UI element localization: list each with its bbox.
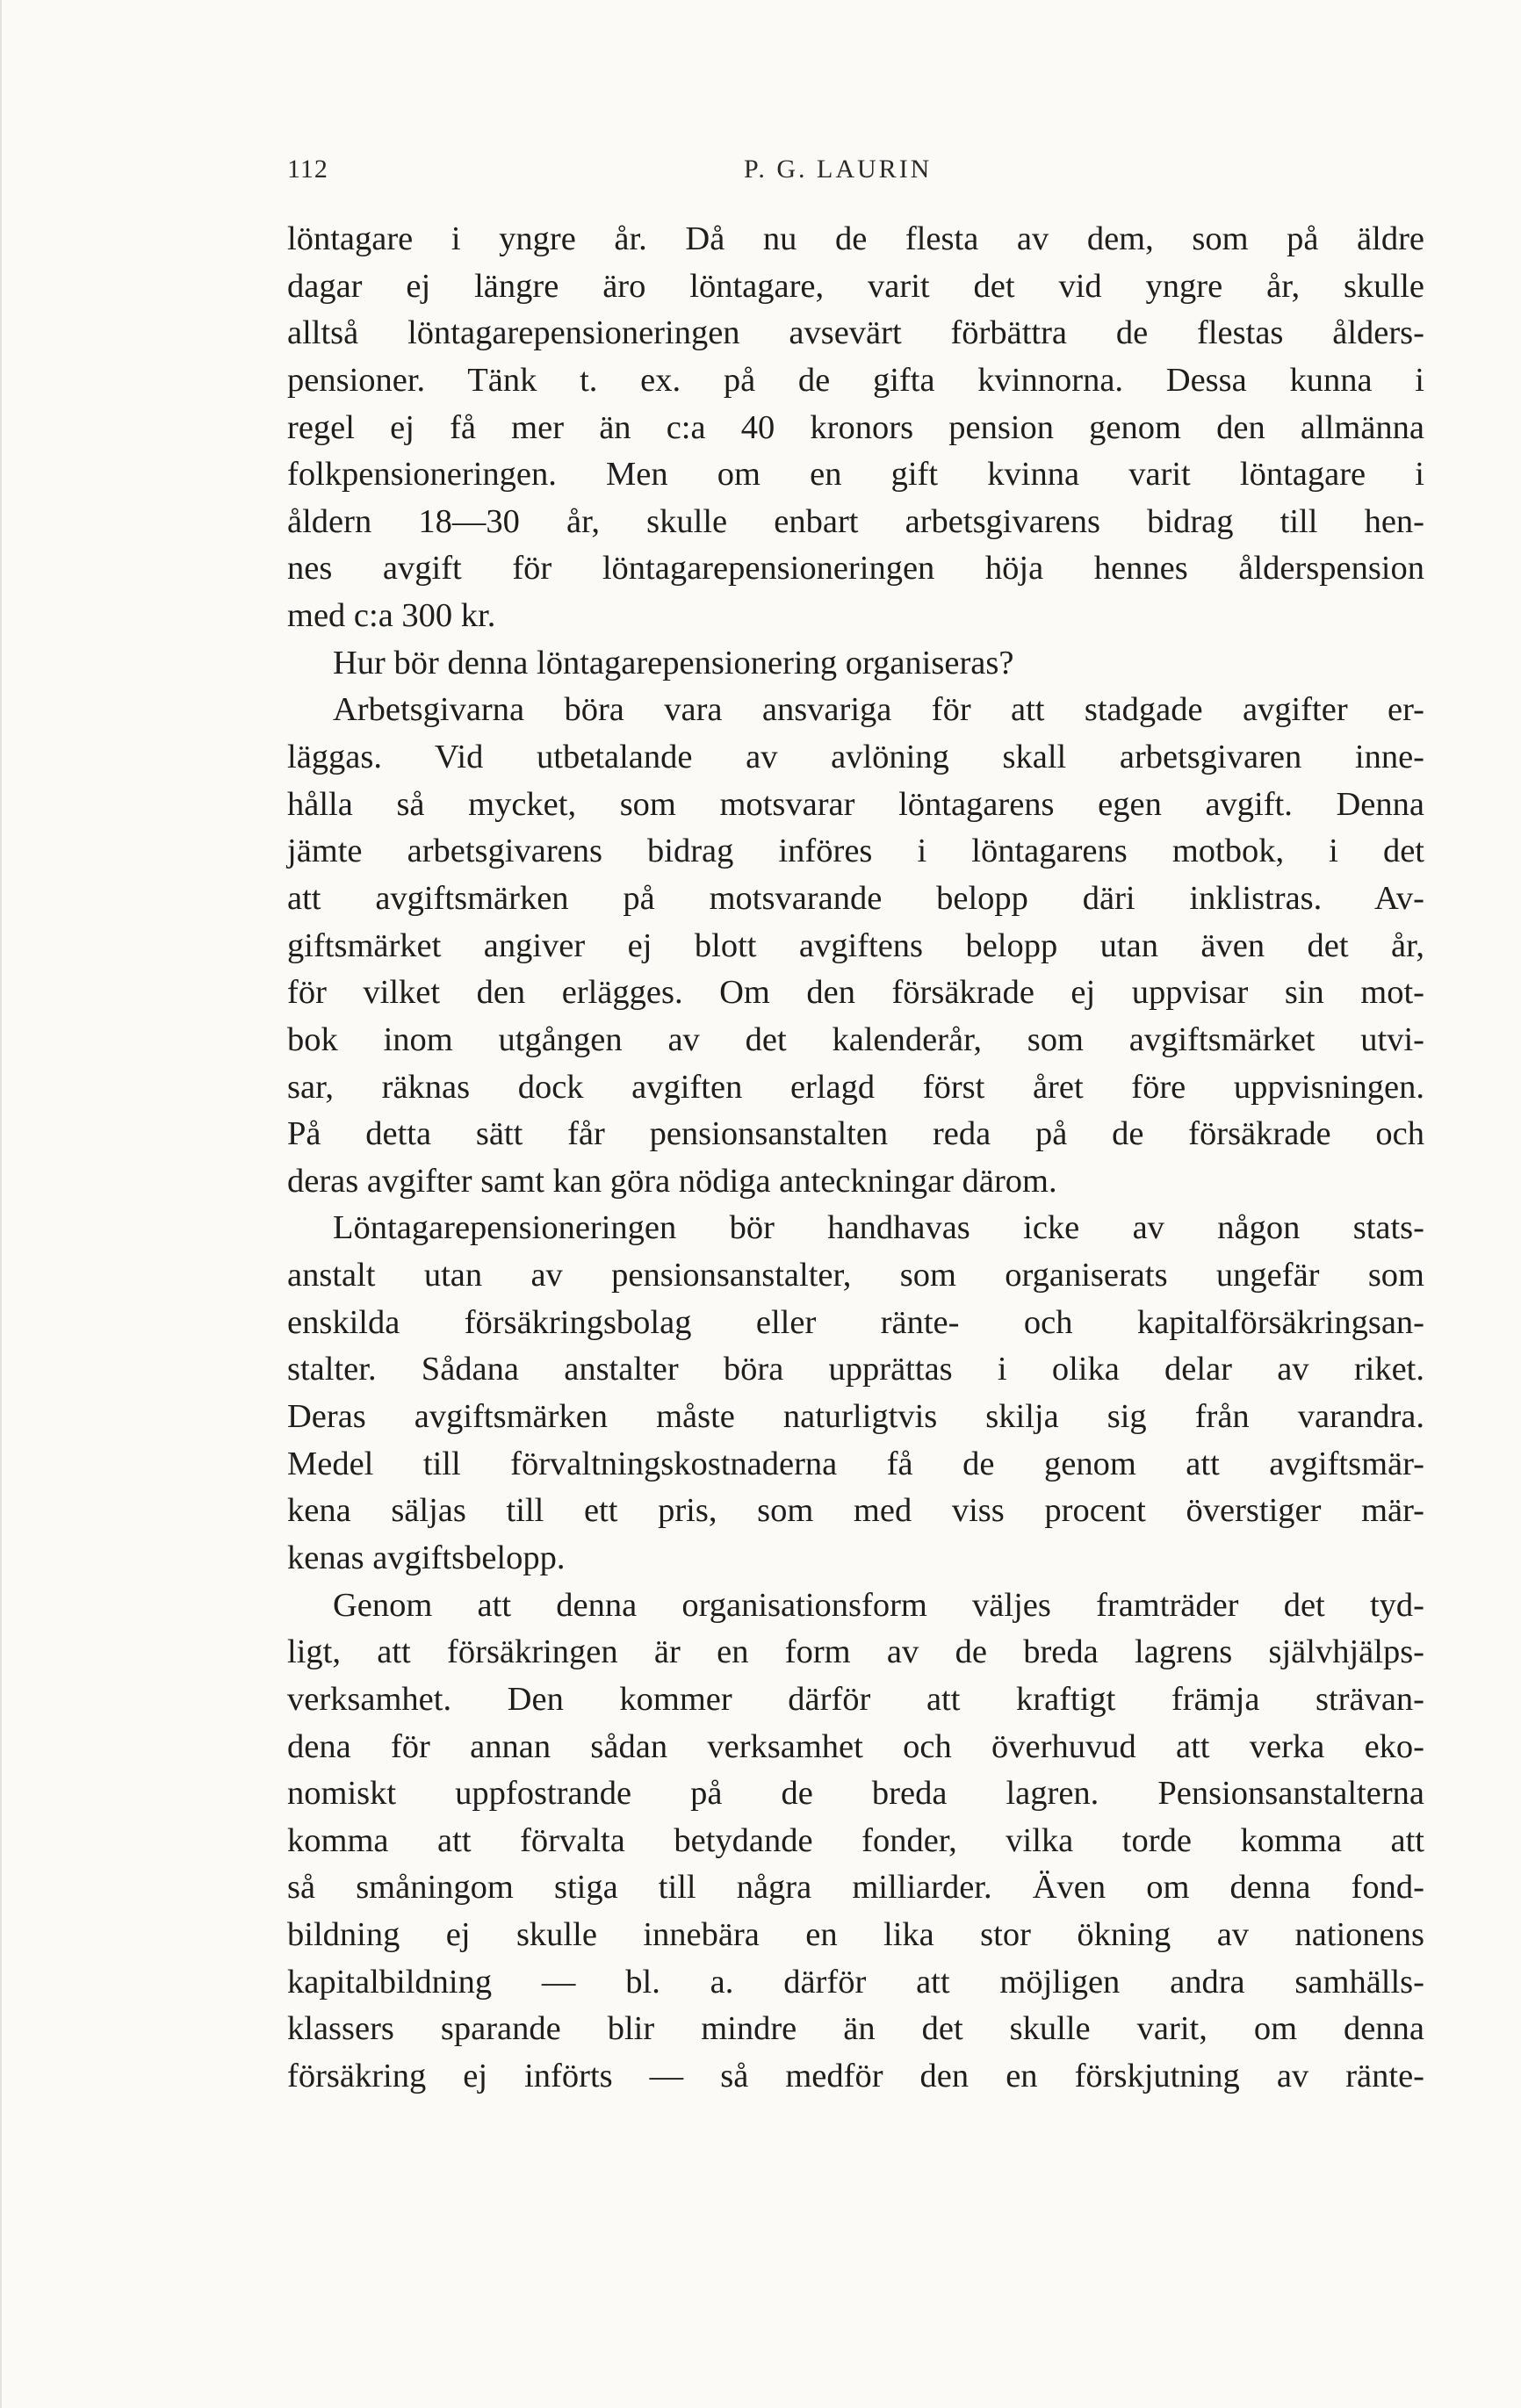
text-line: kapitalbildning — bl. a. därför att möjligen andra samhälls-	[287, 1963, 1424, 2001]
text-line: att avgiftsmärken på motsvarande belopp däri inklistras. Av-	[287, 879, 1424, 917]
text-line: stalter. Sådana anstalter böra upprättas i olika delar av riket.	[287, 1351, 1424, 1388]
text-line: Arbetsgivarna böra vara ansvariga för att stadgade avgifter er-	[333, 691, 1424, 729]
text-line: nomiskt uppfostrande på de breda lagren. Pensionsanstalterna	[287, 1775, 1424, 1813]
text-line: komma att förvalta betydande fonder, vilka torde komma att	[287, 1821, 1424, 1859]
body-text	[287, 216, 1424, 2101]
text-line: deras avgifter samt kan göra nödiga anteckningar därom.	[287, 1162, 1057, 1200]
text-line: alltså löntagarepensioneringen avsevärt förbättra de flestas ålders-	[287, 314, 1424, 352]
text-line: löntagare i yngre år. Då nu de flesta av dem, som på äldre	[287, 220, 1424, 257]
text-line: enskilda försäkringsbolag eller ränte- och kapitalförsäkringsan-	[287, 1303, 1424, 1341]
text-line: dagar ej längre äro löntagare, varit det vid yngre år, skulle	[287, 267, 1424, 305]
text-line: anstalt utan av pensionsanstalter, som organiserats ungefär som	[287, 1257, 1424, 1294]
text-line: pensioner. Tänk t. ex. på de gifta kvinnorna. Dessa kunna i	[287, 361, 1424, 399]
text-line: kena säljas till ett pris, som med viss procent överstiger mär-	[287, 1492, 1424, 1530]
text-line: Löntagarepensioneringen bör handhavas icke av någon stats-	[333, 1209, 1424, 1247]
text-line: bildning ej skulle innebära en lika stor ökning av nationens	[287, 1916, 1424, 1954]
text-line: klassers sparande blir mindre än det skulle varit, om denna	[287, 2010, 1424, 2048]
text-line: med c:a 300 kr.	[287, 597, 496, 635]
text-line: dena för annan sådan verksamhet och överhuvud att verka eko-	[287, 1727, 1424, 1765]
text-line: för vilket den erlägges. Om den försäkrade ej uppvisar sin mot-	[287, 974, 1424, 1012]
text-line: så småningom stiga till några milliarder. Även om denna fond-	[287, 1869, 1424, 1907]
text-line: folkpensioneringen. Men om en gift kvinna varit löntagare i	[287, 456, 1424, 494]
text-line: ligt, att försäkringen är en form av de breda lagrens självhjälps-	[287, 1633, 1424, 1671]
text-line: hålla så mycket, som motsvarar löntagarens egen avgift. Denna	[287, 785, 1424, 823]
running-head: P. G. LAURIN	[744, 155, 933, 184]
text-line: Medel till förvaltningskostnaderna få de genom att avgiftsmär-	[287, 1445, 1424, 1482]
text-line: läggas. Vid utbetalande av avlöning skall arbetsgivaren inne-	[287, 739, 1424, 776]
text-line: regel ej få mer än c:a 40 kronors pension genom den allmänna	[287, 408, 1424, 446]
text-line: På detta sätt får pensionsanstalten reda på de försäkrade och	[287, 1115, 1424, 1153]
text-line: Hur bör denna löntagarepensionering organiseras?	[333, 644, 1014, 681]
text-line: jämte arbetsgivarens bidrag införes i löntagarens motbok, i det	[287, 833, 1424, 870]
text-line: giftsmärket angiver ej blott avgiftens belopp utan även det år,	[287, 926, 1424, 964]
text-line: bok inom utgången av det kalenderår, som avgiftsmärket utvi-	[287, 1020, 1424, 1058]
text-line: åldern 18—30 år, skulle enbart arbetsgivarens bidrag till hen-	[287, 502, 1424, 540]
text-line: Deras avgiftsmärken måste naturligtvis skilja sig från varandra.	[287, 1398, 1424, 1436]
text-line: Genom att denna organisationsform väljes framträder det tyd-	[333, 1586, 1424, 1624]
page-number: 112	[287, 155, 328, 184]
text-line: kenas avgiftsbelopp.	[287, 1539, 566, 1576]
text-line: verksamhet. Den kommer därför att kraftigt främja strävan-	[287, 1680, 1424, 1718]
text-line: sar, räknas dock avgiften erlagd först året före uppvisningen.	[287, 1068, 1424, 1106]
text-line: försäkring ej införts — så medför den en förskjutning av ränte-	[287, 2057, 1424, 2094]
page-header	[287, 148, 1424, 191]
text-line: nes avgift för löntagarepensioneringen höja hennes ålderspension	[287, 550, 1424, 588]
